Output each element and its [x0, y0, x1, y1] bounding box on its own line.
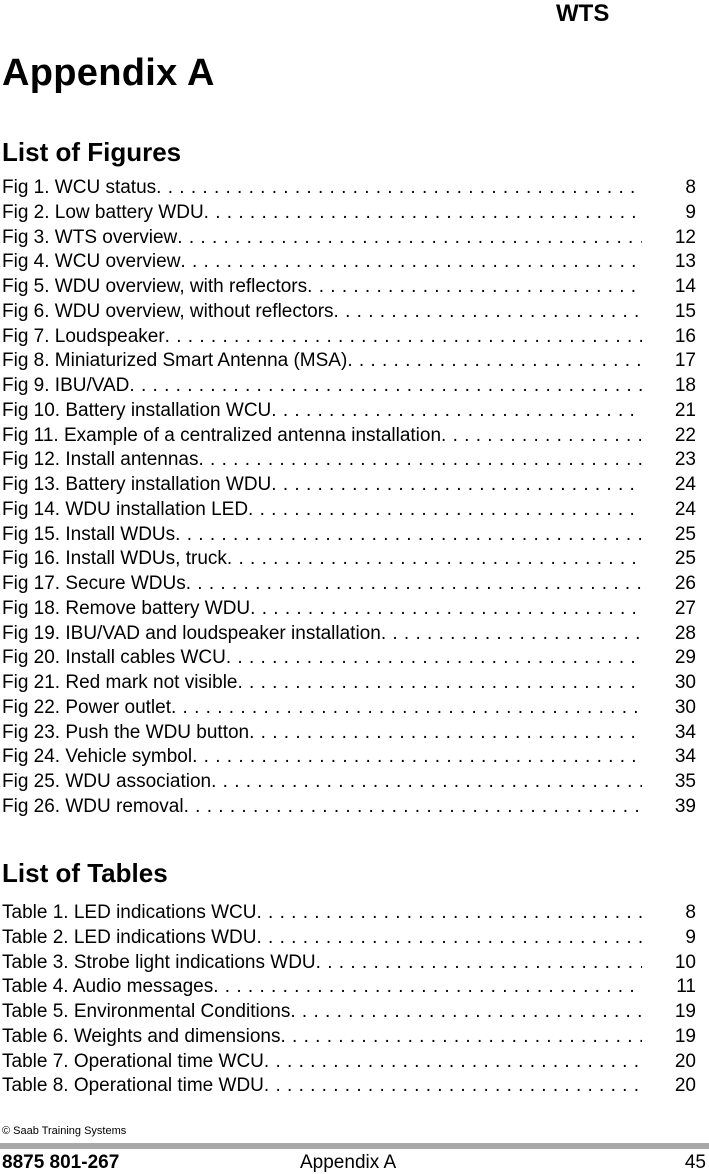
- toc-entry-page: 9: [685, 926, 696, 948]
- toc-entry[interactable]: [2, 1050, 696, 1075]
- list-of-figures: [2, 176, 696, 820]
- dot-leader: [248, 498, 642, 523]
- copyright-notice: © Saab Training Systems: [2, 1125, 127, 1137]
- toc-entry-page: 17: [674, 350, 696, 372]
- toc-entry-page: 15: [674, 300, 696, 322]
- toc-entry-page: 10: [674, 951, 696, 973]
- toc-entry[interactable]: [2, 448, 696, 473]
- toc-entry-page: 19: [674, 1001, 696, 1022]
- toc-entry[interactable]: [2, 300, 696, 325]
- dot-leader: [381, 622, 642, 647]
- toc-entry-label: Fig 11. Example of a centralized antenna installation: [2, 424, 442, 446]
- toc-entry[interactable]: [2, 671, 696, 696]
- toc-entry[interactable]: [2, 498, 696, 523]
- dot-leader: [334, 300, 642, 325]
- toc-entry-label: Fig 15. Install WDUs: [2, 523, 176, 545]
- toc-entry-label: Fig 9. IBU/VAD: [2, 375, 130, 396]
- toc-entry[interactable]: [2, 473, 696, 498]
- toc-entry-label: Table 4. Audio messages: [2, 976, 214, 998]
- dot-leader: [249, 721, 642, 746]
- toc-entry-page: 25: [674, 523, 696, 545]
- footer-section-name: Appendix A: [300, 1152, 397, 1173]
- toc-entry[interactable]: [2, 646, 696, 671]
- toc-entry-label: Fig 19. IBU/VAD and loudspeaker installation: [2, 622, 381, 644]
- page-number: 45: [684, 1152, 706, 1173]
- toc-entry-label: Fig 13. Battery installation WDU: [2, 474, 272, 495]
- dot-leader: [213, 975, 642, 1000]
- dot-leader: [238, 671, 643, 696]
- toc-entry-page: 34: [674, 721, 696, 743]
- toc-entry-page: 11: [676, 976, 696, 998]
- dot-leader: [165, 325, 642, 350]
- toc-entry-page: 34: [674, 746, 696, 768]
- list-of-tables: [2, 901, 696, 1099]
- dot-leader: [271, 399, 642, 424]
- toc-entry-label: Table 8. Operational time WDU: [2, 1075, 264, 1097]
- toc-entry-label: Fig 25. WDU association: [2, 771, 212, 792]
- dot-leader: [184, 795, 642, 820]
- dot-leader: [129, 374, 642, 399]
- toc-entry-label: Fig 5. WDU overview, with reflectors: [2, 276, 308, 297]
- toc-entry[interactable]: [2, 745, 696, 770]
- toc-entry-label: Fig 12. Install antennas: [2, 449, 199, 471]
- toc-entry[interactable]: [2, 696, 696, 721]
- dot-leader: [316, 951, 642, 976]
- toc-entry-page: 30: [674, 696, 696, 718]
- toc-entry-page: 35: [674, 771, 696, 792]
- dot-leader: [227, 547, 642, 572]
- toc-entry[interactable]: [2, 975, 696, 1000]
- toc-entry[interactable]: [2, 275, 696, 300]
- toc-entry[interactable]: [2, 424, 696, 449]
- dot-leader: [257, 926, 643, 951]
- toc-entry-page: 26: [674, 573, 696, 594]
- toc-entry[interactable]: [2, 1025, 696, 1050]
- dot-leader: [211, 770, 642, 795]
- dot-leader: [264, 1074, 642, 1099]
- toc-entry[interactable]: [2, 523, 696, 548]
- toc-entry[interactable]: [2, 201, 696, 226]
- toc-entry-page: 20: [674, 1075, 696, 1097]
- toc-entry-page: 25: [674, 548, 696, 570]
- toc-entry-label: Fig 1. WCU status: [2, 177, 157, 198]
- toc-entry-page: 27: [674, 597, 696, 619]
- toc-entry-label: Fig 18. Remove battery WDU: [2, 597, 251, 619]
- toc-entry[interactable]: [2, 622, 696, 647]
- toc-entry-page: 30: [674, 672, 696, 693]
- product-name: WTS: [556, 0, 610, 27]
- toc-entry-page: 14: [674, 276, 696, 297]
- toc-entry[interactable]: [2, 1074, 696, 1099]
- toc-entry-page: 18: [674, 375, 696, 396]
- toc-entry[interactable]: [2, 901, 696, 926]
- toc-entry[interactable]: [2, 325, 696, 350]
- list-of-figures-heading: List of Figures: [2, 137, 182, 167]
- toc-entry-label: Fig 16. Install WDUs, truck: [2, 548, 227, 570]
- toc-entry-label: Fig 17. Secure WDUs: [2, 573, 186, 594]
- toc-entry[interactable]: [2, 597, 696, 622]
- dot-leader: [280, 1025, 642, 1050]
- list-of-tables-heading: List of Tables: [2, 858, 168, 888]
- dot-leader: [347, 349, 642, 374]
- toc-entry-page: 29: [674, 647, 696, 669]
- toc-entry-page: 9: [685, 201, 696, 223]
- toc-entry-page: 24: [674, 498, 696, 520]
- toc-entry-label: Fig 21. Red mark not visible: [2, 672, 238, 693]
- dot-leader: [271, 473, 642, 498]
- dot-leader: [171, 696, 642, 721]
- dot-leader: [180, 250, 642, 275]
- dot-leader: [250, 597, 642, 622]
- dot-leader: [264, 1050, 642, 1075]
- toc-entry-page: 20: [674, 1050, 696, 1072]
- toc-entry-label: Fig 2. Low battery WDU: [2, 201, 204, 223]
- toc-entry-page: 22: [674, 424, 696, 446]
- dot-leader: [156, 176, 642, 201]
- toc-entry[interactable]: [2, 721, 696, 746]
- dot-leader: [204, 201, 642, 226]
- toc-entry[interactable]: [2, 374, 696, 399]
- dot-leader: [441, 424, 642, 449]
- toc-entry-label: Table 2. LED indications WDU: [2, 926, 257, 948]
- dot-leader: [192, 745, 642, 770]
- toc-entry-page: 19: [674, 1025, 696, 1047]
- toc-entry-label: Table 7. Operational time WCU: [2, 1050, 264, 1072]
- dot-leader: [175, 523, 642, 548]
- toc-entry-label: Table 1. LED indications WCU: [2, 902, 257, 923]
- toc-entry[interactable]: [2, 770, 696, 795]
- toc-entry-label: Fig 22. Power outlet: [2, 696, 171, 718]
- toc-entry-label: Fig 3. WTS overview: [2, 226, 178, 248]
- toc-entry-page: 39: [674, 795, 696, 817]
- toc-entry-page: 8: [685, 902, 696, 923]
- toc-entry[interactable]: [2, 176, 696, 201]
- toc-entry-label: Fig 14. WDU installation LED: [2, 498, 249, 520]
- toc-entry-label: Fig 24. Vehicle symbol: [2, 746, 193, 768]
- dot-leader: [186, 572, 642, 597]
- dot-leader: [307, 275, 642, 300]
- toc-entry-page: 12: [674, 226, 696, 248]
- toc-entry-page: 13: [674, 251, 696, 273]
- dot-leader: [226, 646, 642, 671]
- toc-entry-page: 21: [674, 399, 696, 421]
- toc-entry[interactable]: [2, 572, 696, 597]
- toc-entry-label: Fig 23. Push the WDU button: [2, 721, 250, 743]
- toc-entry-label: Fig 10. Battery installation WCU: [2, 399, 272, 421]
- toc-entry-page: 28: [674, 622, 696, 644]
- toc-entry[interactable]: [2, 1000, 696, 1025]
- footer-divider: [0, 1143, 709, 1149]
- toc-entry-label: Table 5. Environmental Conditions: [2, 1001, 291, 1022]
- toc-entry-label: Fig 8. Miniaturized Smart Antenna (MSA): [2, 350, 348, 372]
- toc-entry[interactable]: [2, 951, 696, 976]
- toc-entry[interactable]: [2, 349, 696, 374]
- toc-entry[interactable]: [2, 250, 696, 275]
- toc-entry-label: Fig 6. WDU overview, without reflectors: [2, 300, 334, 322]
- toc-entry-page: 16: [674, 325, 696, 347]
- toc-entry-label: Table 6. Weights and dimensions: [2, 1025, 281, 1047]
- toc-entry-label: Fig 7. Loudspeaker: [2, 325, 165, 347]
- dot-leader: [257, 901, 643, 926]
- toc-entry-page: 8: [685, 177, 696, 198]
- toc-entry-label: Fig 4. WCU overview: [2, 251, 181, 273]
- document-number: 8875 801-267: [2, 1152, 120, 1173]
- toc-entry-page: 24: [674, 474, 696, 495]
- toc-entry[interactable]: [2, 926, 696, 951]
- page-title: Appendix A: [2, 52, 215, 94]
- dot-leader: [290, 1000, 642, 1025]
- toc-entry[interactable]: [2, 795, 696, 820]
- toc-entry[interactable]: [2, 226, 696, 251]
- toc-entry[interactable]: [2, 399, 696, 424]
- toc-entry-label: Fig 20. Install cables WCU: [2, 647, 226, 669]
- toc-entry[interactable]: [2, 547, 696, 572]
- toc-entry-label: Table 3. Strobe light indications WDU: [2, 951, 316, 973]
- toc-entry-label: Fig 26. WDU removal: [2, 795, 184, 817]
- dot-leader: [177, 226, 642, 251]
- toc-entry-page: 23: [674, 449, 696, 471]
- dot-leader: [198, 448, 642, 473]
